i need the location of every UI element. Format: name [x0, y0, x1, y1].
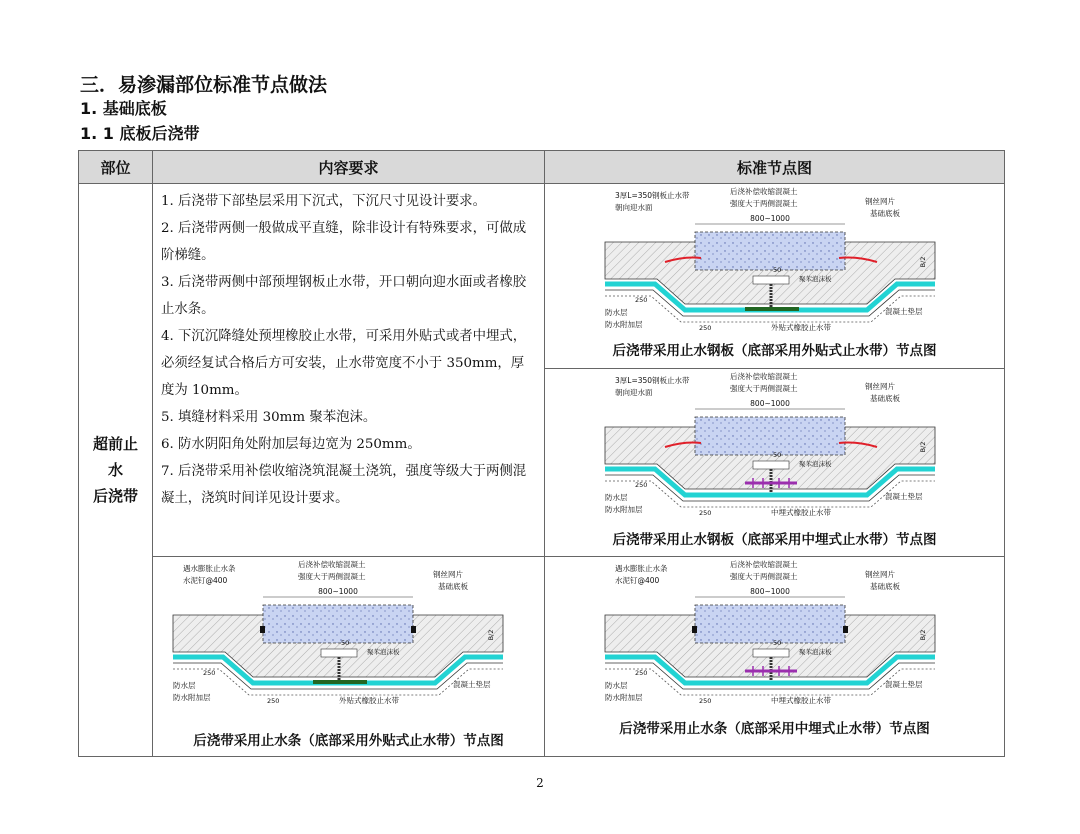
label-dim50: 50: [773, 266, 782, 274]
label-strip: 中埋式橡胶止水带: [771, 508, 831, 517]
label-b2: B/2: [919, 441, 927, 453]
label-waterproof: 防水层: [605, 681, 628, 690]
label-waterproof-add: 防水附加层: [605, 505, 643, 514]
figure-caption-1: 后浇带采用止水钢板（底部采用外贴式止水带）节点图: [612, 343, 937, 359]
external-waterstop: [313, 680, 367, 684]
figure-cell-1: [545, 184, 1005, 369]
label-mesh: 钢丝网片: [865, 197, 895, 206]
figure-cell-2: [545, 369, 1005, 557]
label-b2: B/2: [487, 629, 495, 641]
label-cushion: 混凝土垫层: [885, 307, 923, 316]
node-drawing-svg: [595, 369, 995, 519]
label-dim50: 50: [773, 639, 782, 647]
label-dim250-bottom: 250: [267, 697, 280, 705]
label-top2: 强度大于两侧混凝土: [298, 572, 366, 581]
label-dim50: 50: [341, 639, 350, 647]
label-top2: 强度大于两侧混凝土: [730, 384, 798, 393]
swelling-strip-right: [843, 626, 848, 633]
label-waterstop-note: 水泥钉@400: [615, 576, 660, 585]
label-slab: 基础底板: [438, 582, 468, 591]
label-top2: 强度大于两侧混凝土: [730, 199, 798, 208]
foam-board: [753, 276, 789, 284]
label-mesh: 钢丝网片: [865, 570, 895, 579]
part-line: 水: [107, 461, 123, 479]
label-waterstop: 3厚L=350钢板止水带: [615, 376, 690, 385]
page-number: 2: [536, 776, 544, 790]
label-waterproof-add: 防水附加层: [605, 693, 643, 702]
post-pour-strip: [263, 605, 413, 643]
label-dim250-bottom: 250: [699, 509, 712, 517]
header-part: 部位: [79, 151, 153, 184]
requirement-item: 5. 填缝材料采用 30mm 聚苯泡沫。: [161, 410, 377, 425]
figure-caption-2: 后浇带采用止水钢板（底部采用中埋式止水带）节点图: [612, 532, 937, 548]
label-foam: 聚苯泡沫板: [799, 648, 832, 656]
label-strip: 中埋式橡胶止水带: [771, 696, 831, 705]
label-strip: 外贴式橡胶止水带: [339, 696, 399, 705]
swelling-strip-right: [411, 626, 416, 633]
requirement-item: 6. 防水阴阳角处附加层每边宽为 250mm。: [161, 437, 421, 452]
label-top1: 后浇补偿收缩混凝土: [730, 560, 798, 569]
part-line: 超前止: [92, 435, 138, 453]
post-pour-strip: [695, 605, 845, 643]
label-b2: B/2: [919, 629, 927, 641]
header-requirements: 内容要求: [153, 151, 545, 184]
swelling-strip-left: [260, 626, 265, 633]
label-b2: B/2: [919, 256, 927, 268]
requirements-cell: [153, 184, 545, 557]
section-heading: 三．易渗漏部位标准节点做法: [80, 74, 328, 96]
node-drawing-svg: [595, 557, 995, 707]
label-mesh: 钢丝网片: [865, 382, 895, 391]
figure-caption-3: 后浇带采用止水条（底部采用外贴式止水带）节点图: [193, 733, 504, 749]
label-dim250-top: 250: [203, 669, 216, 677]
node-drawing-svg: [163, 557, 563, 707]
width-label: 800~1000: [750, 587, 790, 596]
figure-cell-4: [545, 557, 1005, 757]
label-foam: 聚苯泡沫板: [799, 460, 832, 468]
label-mesh: 钢丝网片: [433, 570, 463, 579]
label-dim50: 50: [773, 451, 782, 459]
label-waterproof: 防水层: [173, 681, 196, 690]
requirement-item: 3. 后浇带两侧中部预埋钢板止水带，开口朝向迎水面或者橡胶止水条。: [161, 275, 527, 317]
label-top1: 后浇补偿收缩混凝土: [730, 372, 798, 381]
figure-caption-4: 后浇带采用止水条（底部采用中埋式止水带）节点图: [619, 721, 930, 737]
label-foam: 聚苯泡沫板: [799, 275, 832, 283]
label-waterstop-note: 水泥钉@400: [183, 576, 228, 585]
label-top2: 强度大于两侧混凝土: [730, 572, 798, 581]
label-strip: 外贴式橡胶止水带: [771, 323, 831, 332]
foam-board: [321, 649, 357, 657]
label-waterstop-note: 朝向迎水面: [615, 388, 653, 397]
label-slab: 基础底板: [870, 394, 900, 403]
part-line: 后浇带: [92, 487, 138, 505]
label-top1: 后浇补偿收缩混凝土: [730, 187, 798, 196]
label-slab: 基础底板: [870, 582, 900, 591]
label-dim250-top: 250: [635, 669, 648, 677]
subsection-heading: 1. 基础底板: [80, 99, 167, 118]
node-table: [78, 150, 1005, 757]
header-figures: 标准节点图: [545, 151, 1005, 184]
part-cell: [79, 184, 153, 757]
label-top1: 后浇补偿收缩混凝土: [298, 560, 366, 569]
label-waterproof-add: 防水附加层: [605, 320, 643, 329]
label-dim250-top: 250: [635, 296, 648, 304]
post-pour-strip: [695, 417, 845, 455]
label-waterproof-add: 防水附加层: [173, 693, 211, 702]
label-dim250-top: 250: [635, 481, 648, 489]
foam-board: [753, 461, 789, 469]
label-cushion: 混凝土垫层: [453, 680, 491, 689]
label-waterstop-note: 朝向迎水面: [615, 203, 653, 212]
requirement-item: 1. 后浇带下部垫层采用下沉式，下沉尺寸见设计要求。: [161, 194, 487, 209]
label-waterproof: 防水层: [605, 308, 628, 317]
label-waterproof: 防水层: [605, 493, 628, 502]
post-pour-strip: [695, 232, 845, 270]
subsubsection-heading: 1. 1 底板后浇带: [80, 124, 200, 143]
figure-cell-3: [153, 557, 545, 757]
swelling-strip-left: [692, 626, 697, 633]
label-waterstop: 遇水膨胀止水条: [615, 564, 668, 573]
label-slab: 基础底板: [870, 209, 900, 218]
width-label: 800~1000: [750, 214, 790, 223]
requirement-item: 4. 下沉沉降缝处预埋橡胶止水带，可采用外贴式或者中埋式，必须经复试合格后方可安装，止水带宽度不小于 350mm，厚度为 10mm。: [161, 329, 527, 398]
foam-board: [753, 649, 789, 657]
external-waterstop: [745, 307, 799, 311]
label-foam: 聚苯泡沫板: [367, 648, 400, 656]
label-dim250-bottom: 250: [699, 324, 712, 332]
requirement-item: 7. 后浇带采用补偿收缩浇筑混凝土浇筑，强度等级大于两侧混凝土，浇筑时间详见设计要求。: [161, 464, 527, 506]
label-waterstop: 遇水膨胀止水条: [183, 564, 236, 573]
width-label: 800~1000: [318, 587, 358, 596]
label-cushion: 混凝土垫层: [885, 680, 923, 689]
label-waterstop: 3厚L=350钢板止水带: [615, 191, 690, 200]
requirement-item: 2. 后浇带两侧一般做成平直缝，除非设计有特殊要求，可做成阶梯缝。: [161, 221, 527, 263]
label-cushion: 混凝土垫层: [885, 492, 923, 501]
width-label: 800~1000: [750, 399, 790, 408]
node-drawing-svg: [595, 184, 995, 334]
label-dim250-bottom: 250: [699, 697, 712, 705]
